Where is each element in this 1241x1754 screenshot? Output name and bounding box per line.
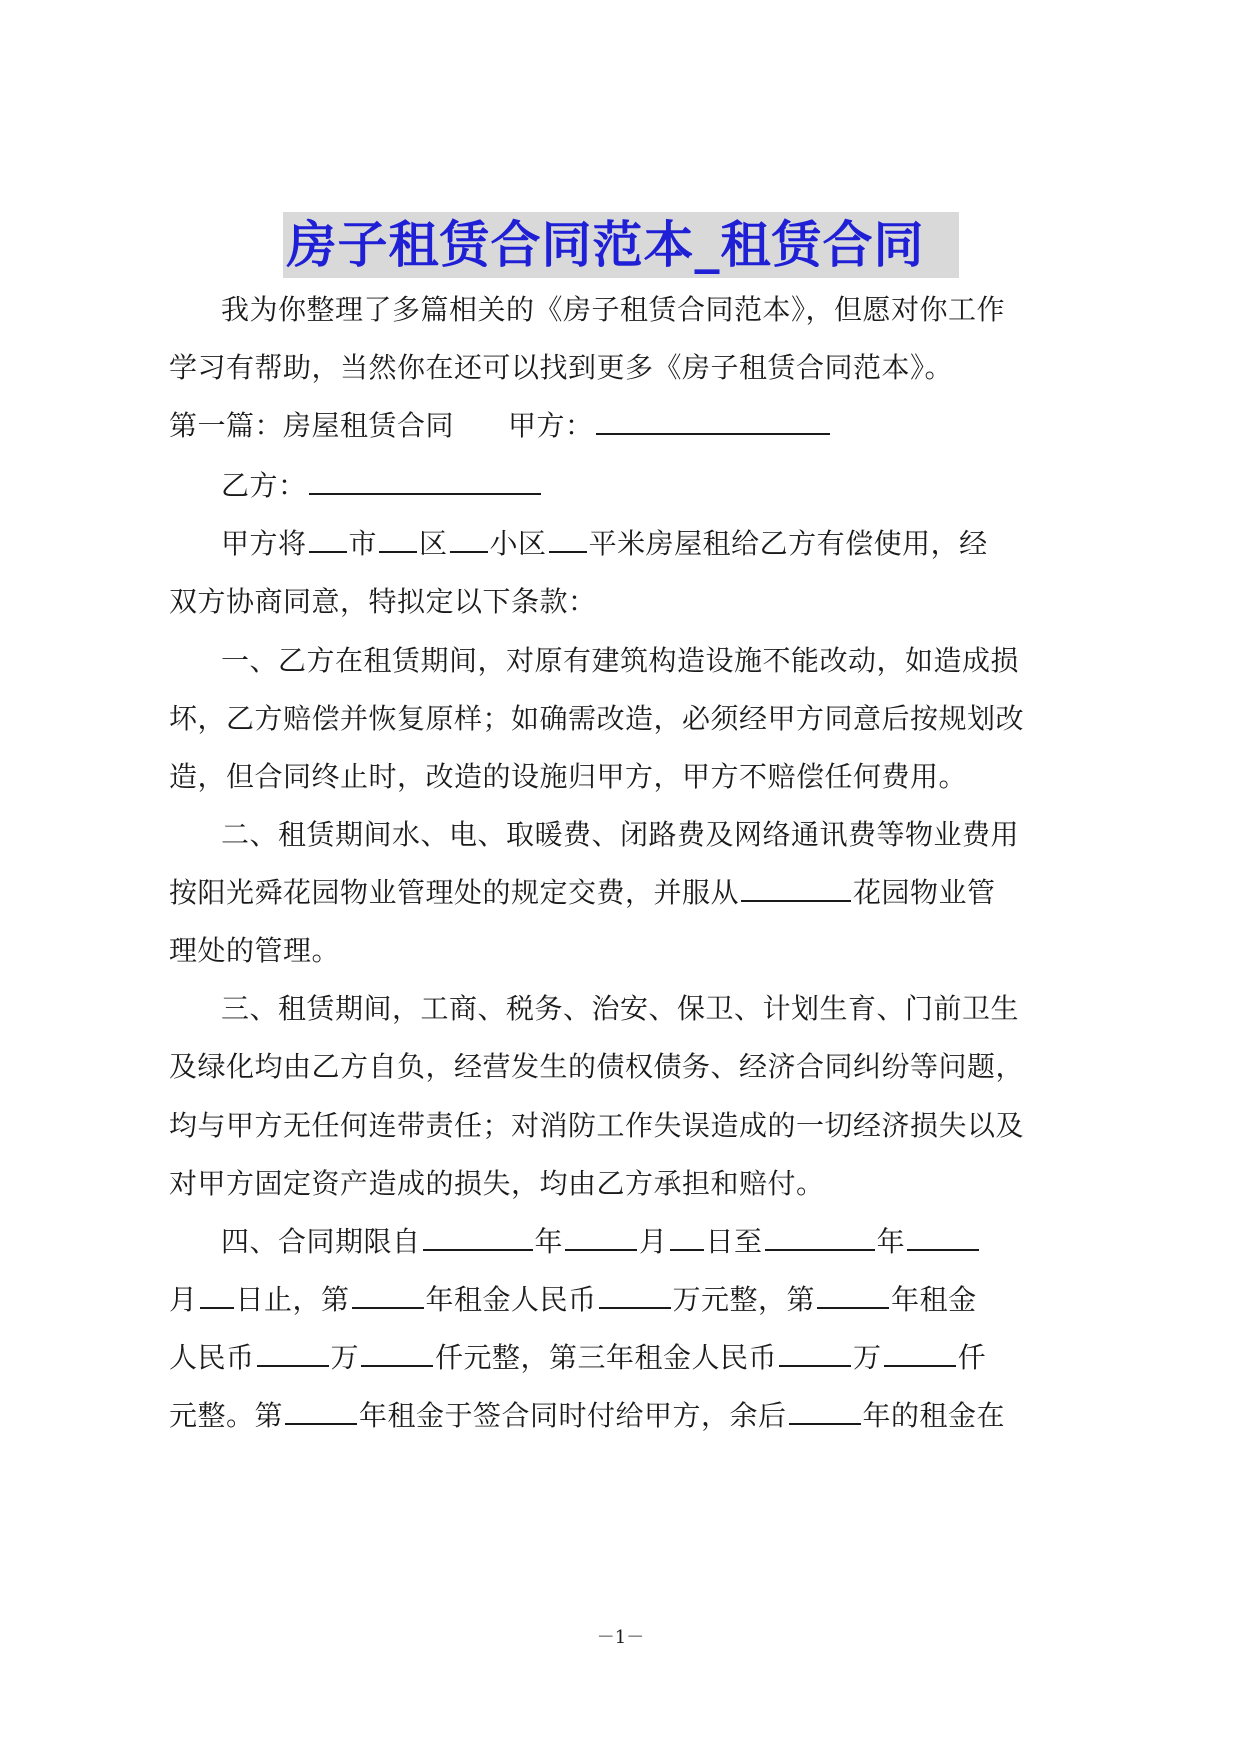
text-segment: 年 [534, 1225, 564, 1258]
blank-line [741, 874, 851, 902]
blank-line [670, 1223, 704, 1251]
text-segment: 万 [853, 1341, 882, 1374]
intro-line-2: 学习有帮助，当然你在还可以找到更多《房子租赁合同范本》。 [169, 351, 954, 384]
terms-intro-line-2: 双方协商同意，特拟定以下条款： [169, 585, 597, 618]
title-container [0, 212, 1241, 278]
text-segment: 万 [330, 1341, 360, 1374]
text-segment: 仟 [957, 1341, 987, 1374]
blank-line [884, 1339, 956, 1367]
text-segment: 四、合同期限自 [221, 1225, 421, 1258]
blank-line [423, 1223, 533, 1251]
blank-line [257, 1339, 329, 1367]
clause-1-line-1: 一、乙方在租赁期间，对原有建筑构造设施不能改动，如造成损 [221, 644, 1020, 677]
clause-3-line-4: 对甲方固定资产造成的损失，均由乙方承担和赔付。 [169, 1167, 825, 1200]
text-segment: 月 [639, 1225, 668, 1258]
text-segment: 人民币 [169, 1341, 255, 1374]
blank-line [765, 1223, 875, 1251]
blank-line [549, 525, 587, 553]
clause-4-line-3 [169, 1338, 1241, 1378]
intro-line-1: 我为你整理了多篇相关的《房子租赁合同范本》，但愿对你工作 [221, 293, 1006, 326]
text-segment: 年租金人民币 [425, 1283, 597, 1316]
text-segment: 日至 [705, 1225, 763, 1258]
document-title: 房子租赁合同范本_租赁合同 [283, 212, 959, 278]
clause-3-line-1: 三、租赁期间，工商、税务、治安、保卫、计划生育、门前卫生 [221, 992, 1020, 1025]
party-b-line [221, 466, 1241, 506]
terms-intro-line-1 [221, 524, 1241, 564]
blank-line [907, 1223, 979, 1251]
blank-line [450, 525, 488, 553]
clause-4-line-4 [169, 1396, 1241, 1436]
blank-line [285, 1397, 357, 1425]
blank-line [352, 1281, 424, 1309]
text-segment: 按阳光舜花园物业管理处的规定交费，并服从 [169, 876, 740, 909]
text-segment: 花园物业管 [853, 876, 996, 909]
clause-2-line-2 [169, 873, 1241, 913]
clause-1-line-2: 坏，乙方赔偿并恢复原样；如确需改造，必须经甲方同意后按规划改 [169, 702, 1025, 735]
blank-line [565, 1223, 637, 1251]
party-a-label: 甲方： [508, 409, 594, 442]
page-number: －1－ [596, 1627, 645, 1648]
text-segment: 年租金 [891, 1283, 977, 1316]
text-segment: 月 [169, 1283, 198, 1316]
blank-line [361, 1339, 433, 1367]
clause-1-line-3: 造，但合同终止时，改造的设施归甲方，甲方不赔偿任何费用。 [169, 760, 968, 793]
blank-line [309, 525, 347, 553]
text-segment: 日止，第 [235, 1283, 350, 1316]
text-segment: 仟元整，第三年租金人民币 [435, 1341, 778, 1374]
party-b-label: 乙方： [221, 469, 307, 502]
blank-line [379, 525, 417, 553]
blank-line [817, 1281, 889, 1309]
part-heading: 第一篇：房屋租赁合同 [169, 409, 455, 442]
text-segment: 年 [876, 1225, 906, 1258]
text-segment: 市 [348, 527, 378, 560]
text-segment: 平米房屋租给乙方有偿使用，经 [588, 527, 988, 560]
blank-line [789, 1397, 861, 1425]
clause-4-line-1 [221, 1222, 1241, 1262]
blank-line [599, 1281, 671, 1309]
section-heading-line [169, 406, 1241, 446]
clause-4-line-2 [169, 1280, 1241, 1320]
clause-2-line-1: 二、租赁期间水、电、取暖费、闭路费及网络通讯费等物业费用 [221, 818, 1020, 851]
text-segment: 元整。第 [169, 1399, 284, 1432]
text-segment: 年租金于签合同时付给甲方，余后 [359, 1399, 787, 1432]
clause-3-line-3: 均与甲方无任何连带责任；对消防工作失误造成的一切经济损失以及 [169, 1109, 1025, 1142]
clause-3-line-2: 及绿化均由乙方自负，经营发生的债权债务、经济合同纠纷等问题， [169, 1050, 1025, 1083]
party-b-blank [309, 467, 541, 495]
text-segment: 年的租金在 [862, 1399, 1006, 1432]
party-a-blank [596, 407, 830, 435]
text-segment: 区 [419, 527, 448, 560]
clause-2-line-3: 理处的管理。 [169, 934, 341, 967]
text-segment: 小区 [489, 527, 547, 560]
text-segment: 甲方将 [221, 527, 307, 560]
blank-line [200, 1281, 234, 1309]
blank-line [779, 1339, 851, 1367]
text-segment: 万元整，第 [672, 1283, 816, 1316]
